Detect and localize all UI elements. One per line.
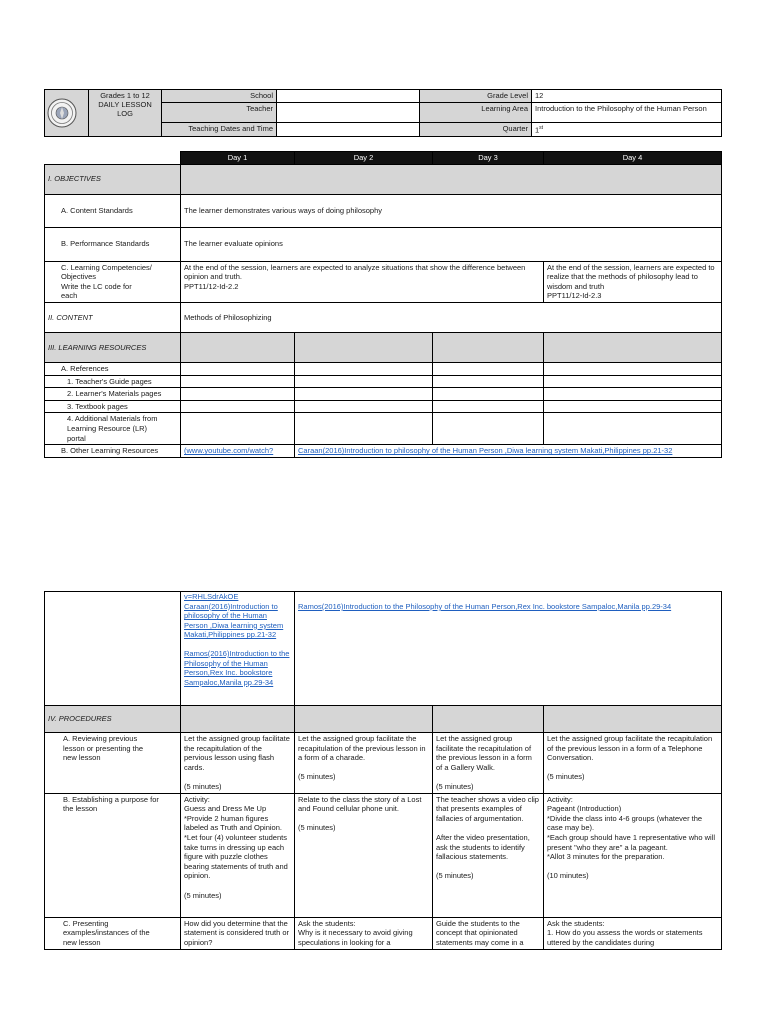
day-4-header: Day 4: [544, 152, 722, 165]
purpose-day2[interactable]: Relate to the class the story of a Lost and Found cellular phone unit. (5 minutes): [295, 793, 433, 917]
references-day3[interactable]: [433, 362, 544, 375]
grade-level-label: Grade Level: [420, 90, 532, 103]
caraan-link[interactable]: Caraan(2016)Introduction to philosophy of the Human Person ,Diwa learning system Makati,Philippines pp.21-32: [184, 601, 284, 640]
performance-standards-value[interactable]: The learner evaluate opinions: [181, 227, 722, 261]
tg-day1[interactable]: [181, 375, 295, 388]
additional-day4[interactable]: [544, 413, 722, 445]
purpose-day3[interactable]: The teacher shows a video clip that presents examples of fallacies of argumentation. After the video presentation, ask the students to identify fallacious statements. (5 minutes): [433, 793, 544, 917]
lm-day2[interactable]: [295, 388, 433, 401]
lm-day3[interactable]: [433, 388, 544, 401]
teacher-label: Teacher: [162, 102, 277, 122]
objectives-blank: [181, 164, 722, 194]
other-resources-day1-link[interactable]: (www.youtube.com/watch?: [181, 445, 295, 458]
procedures-day3: [433, 706, 544, 733]
tg-pages-label: 1. Teacher's Guide pages: [45, 375, 181, 388]
competencies-value[interactable]: At the end of the session, learners are expected to analyze situations that show the difference between opinion and truth. PPT11/12-Id-2.2: [181, 261, 544, 302]
dates-field[interactable]: [277, 122, 420, 136]
deped-seal-icon: [47, 98, 77, 128]
other-resources-label: B. Other Learning Resources: [45, 445, 181, 458]
presenting-day3[interactable]: Guide the students to the concept that opinionated statements may come in a: [433, 917, 544, 949]
grade-level-field[interactable]: 12: [532, 90, 722, 103]
textbook-day2[interactable]: [295, 400, 433, 413]
purpose-label: B. Establishing a purpose for the lesson: [45, 793, 181, 917]
presenting-day1[interactable]: How did you determine that the statement is considered truth or opinion?: [181, 917, 295, 949]
lm-day1[interactable]: [181, 388, 295, 401]
presenting-label: C. Presenting examples/instances of the new lesson: [45, 917, 181, 949]
day-1-header: Day 1: [181, 152, 295, 165]
learning-area-field[interactable]: Introduction to the Philosophy of the Human Person: [532, 102, 722, 122]
presenting-day2[interactable]: Ask the students: Why is it necessary to avoid giving speculations in looking for a: [295, 917, 433, 949]
references-day1[interactable]: [181, 362, 295, 375]
reviewing-label: A. Reviewing previous lesson or presenting the new lesson: [45, 733, 181, 794]
dates-label: Teaching Dates and Time: [162, 122, 277, 136]
reviewing-day3[interactable]: Let the assigned group facilitate the recapitulation of the previous lesson in a form of a Gallery Walk. (5 minutes): [433, 733, 544, 794]
content-standards-label: A. Content Standards: [45, 194, 181, 227]
additional-materials-label: 4. Additional Materials from Learning Resource (LR) portal: [45, 413, 181, 445]
lesson-table-continued: [44, 591, 722, 950]
header-table: [44, 89, 722, 137]
textbook-day1[interactable]: [181, 400, 295, 413]
competencies-value-day4[interactable]: At the end of the session, learners are expected to realize that the methods of philosophy lead to wisdom and truth PPT11/12-Id-2.3: [544, 261, 722, 302]
quarter-field[interactable]: [532, 122, 722, 136]
other-resources-day2-link[interactable]: Caraan(2016)Introduction to philosophy of the Human Person ,Diwa learning system Makati,Philippines pp.21-32: [295, 445, 722, 458]
log-title: Grades 1 to 12 DAILY LESSON LOG: [89, 90, 162, 137]
textbook-pages-label: 3. Textbook pages: [45, 400, 181, 413]
textbook-day3[interactable]: [433, 400, 544, 413]
references-day4[interactable]: [544, 362, 722, 375]
purpose-day4[interactable]: Activity: Pageant (Introduction) *Divide the class into 4-6 groups (whatever the case may be). *Each group should have 1 representative who will present "who they are" a la pageant. *Allot 3 minutes for the preparation. (10 minutes): [544, 793, 722, 917]
competencies-label: C. Learning Competencies/ Objectives Write the LC code for each: [45, 261, 181, 302]
procedures-day2: [295, 706, 433, 733]
textbook-day4[interactable]: [544, 400, 722, 413]
day-3-header: Day 3: [433, 152, 544, 165]
quarter-value: 1: [535, 125, 540, 135]
content-standards-value[interactable]: The learner demonstrates various ways of doing philosophy: [181, 194, 722, 227]
resources-day3: [433, 332, 544, 362]
lesson-table: [44, 151, 722, 458]
resources-day4: [544, 332, 722, 362]
tg-day2[interactable]: [295, 375, 433, 388]
tg-day4[interactable]: [544, 375, 722, 388]
tg-day3[interactable]: [433, 375, 544, 388]
school-label: School: [162, 90, 277, 103]
learning-area-label: Learning Area: [420, 102, 532, 122]
performance-standards-label: B. Performance Standards: [45, 227, 181, 261]
youtube-link-cont[interactable]: v=RHLSdrAkOE: [184, 592, 239, 601]
lm-day4[interactable]: [544, 388, 722, 401]
reviewing-day1[interactable]: Let the assigned group facilitate the recapitulation of the pervious lesson using flash cards. (5 minutes): [181, 733, 295, 794]
continued-day2-ramos-link[interactable]: Ramos(2016)Introduction to the Philosophy of the Human Person,Rex Inc. bookstore Sampaloc,Manila pp.29-34: [295, 592, 722, 706]
objectives-heading: I. OBJECTIVES: [45, 164, 181, 194]
additional-day1[interactable]: [181, 413, 295, 445]
procedures-day4: [544, 706, 722, 733]
references-day2[interactable]: [295, 362, 433, 375]
day-2-header: Day 2: [295, 152, 433, 165]
quarter-suffix: st: [539, 124, 544, 131]
additional-day2[interactable]: [295, 413, 433, 445]
purpose-day1[interactable]: Activity: Guess and Dress Me Up *Provide 2 human figures labeled as Truth and Opinion. *Let four (4) volunteer students take turns in dressing up each figure with puzzle clothes bearing statements of truth and opinion. (5 minutes): [181, 793, 295, 917]
presenting-day4[interactable]: Ask the students: 1. How do you assess the words or statements uttered by the candidates during: [544, 917, 722, 949]
procedures-day1: [181, 706, 295, 733]
reviewing-day2[interactable]: Let the assigned group facilitate the recapitulation of the previous lesson in a form of a charade. (5 minutes): [295, 733, 433, 794]
resources-day2: [295, 332, 433, 362]
reviewing-day4[interactable]: Let the assigned group facilitate the recapitulation of the previous lesson in a form of a Telephone Conversation. (5 minutes): [544, 733, 722, 794]
procedures-heading: IV. PROCEDURES: [45, 706, 181, 733]
corner-blank: [45, 152, 181, 165]
ramos-link[interactable]: Ramos(2016)Introduction to the Philosophy of the Human Person,Rex Inc. bookstore Sampaloc,Manila pp.29-34: [184, 648, 290, 687]
continued-day1-resources: [181, 592, 295, 706]
resources-heading: III. LEARNING RESOURCES: [45, 332, 181, 362]
lm-pages-label: 2. Learner's Materials pages: [45, 388, 181, 401]
continued-label-blank: [45, 592, 181, 706]
teacher-field[interactable]: [277, 102, 420, 122]
school-field[interactable]: [277, 90, 420, 103]
additional-day3[interactable]: [433, 413, 544, 445]
content-heading: II. CONTENT: [45, 302, 181, 332]
references-label: A. References: [45, 362, 181, 375]
content-value[interactable]: Methods of Philosophizing: [181, 302, 722, 332]
quarter-label: Quarter: [420, 122, 532, 136]
resources-day1: [181, 332, 295, 362]
deped-seal: [45, 90, 89, 137]
